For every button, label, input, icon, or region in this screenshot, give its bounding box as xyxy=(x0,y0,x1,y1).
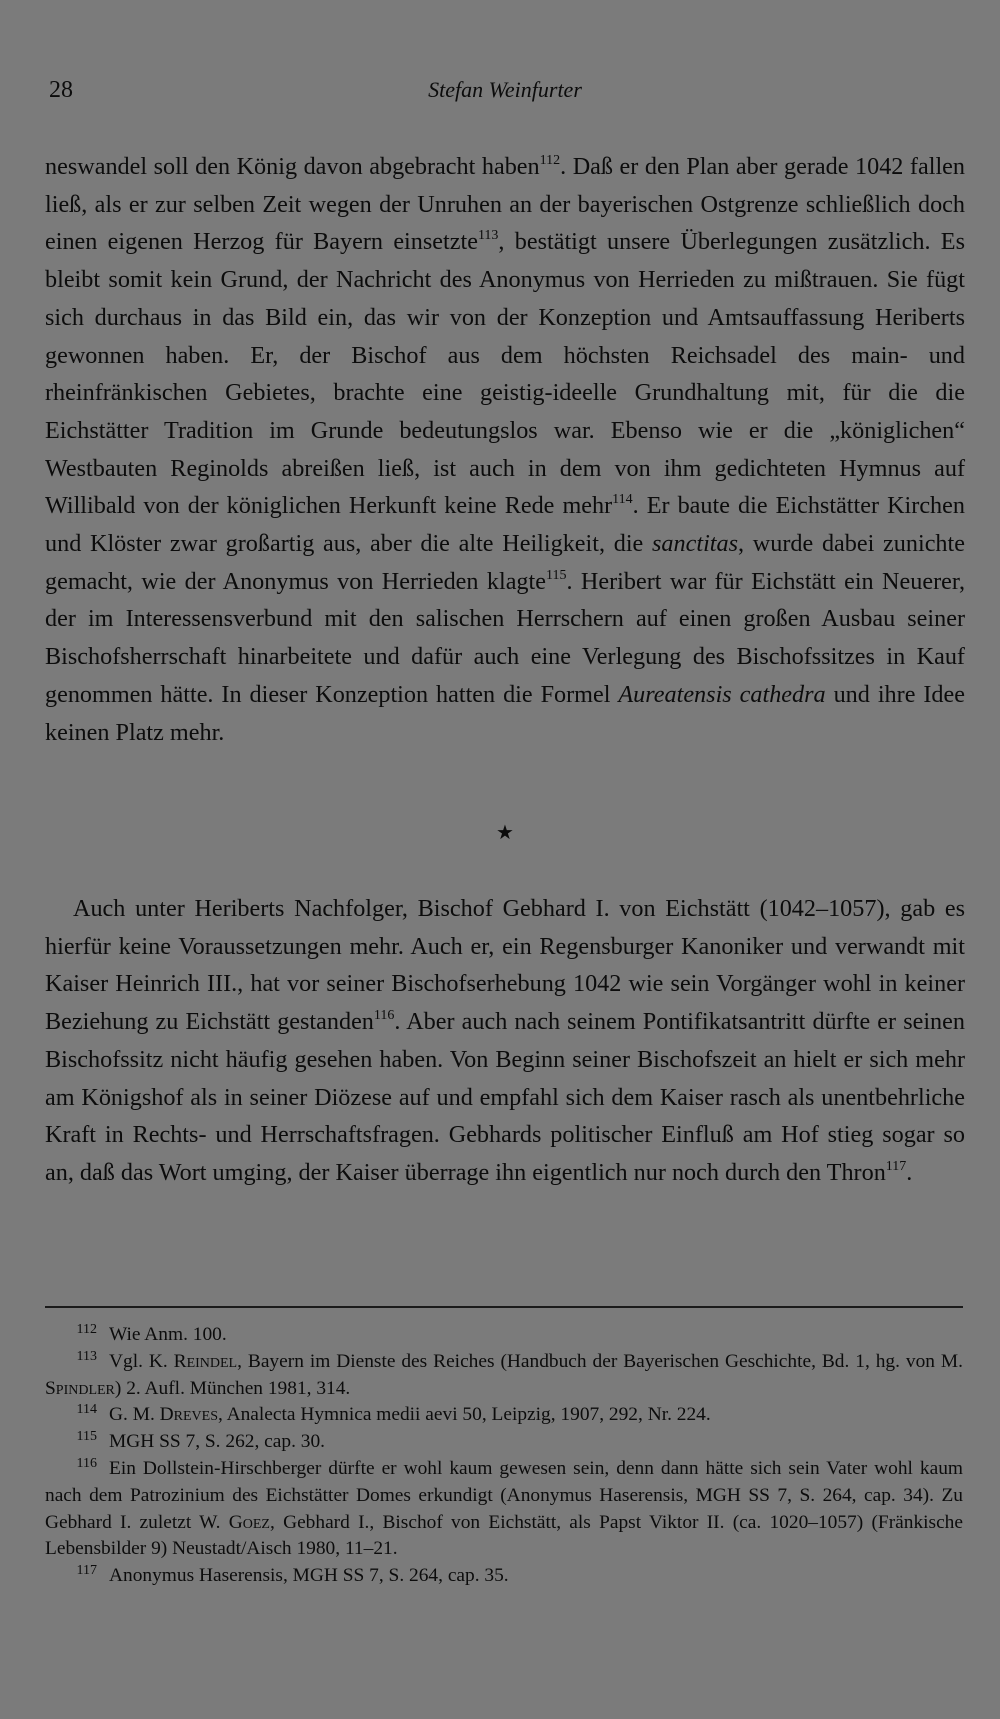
author-name: Dreves xyxy=(159,1404,218,1426)
footnote-116: 116 Ein Dollstein-Hirschberger dürfte er wohl kaum gewesen sein, denn dann hätte sich sein Vater wohl kaum nach dem Patrozinium des Eichstätter Domes erkundigt (Anonymus Haserensis, MGH SS 7, S. 264, cap. 34). Zu Gebhard I. zuletzt W. Goez, Gebhard I., Bischof von Eichstätt, als Papst Viktor II. (ca. 1020–1057) (Fränkische Lebensbilder 9) Neustadt/Aisch 1980, 11–21. xyxy=(45,1455,963,1560)
footnote-text: MGH SS 7, S. 262, cap. 30. xyxy=(109,1431,326,1453)
italic-term: Aureatensis cathedra xyxy=(618,680,826,708)
footnote-text: Wie Anm. 100. xyxy=(109,1324,227,1345)
footnote-text: Ein Dollstein-Hirschberger dürfte er wohl kaum gewesen sein, denn dann hätte sich sein Vater wohl kaum nach dem Patrozinium des Eichstätter Domes erkundigt (Anonymus Haserensis, MGH SS 7, S. 264, cap. 34). Zu Gebhard I. zuletzt W. xyxy=(45,1457,963,1533)
text-span: , wurde dabei zunichte gemacht, wie der Anonymus von Herrieden klagte xyxy=(45,530,965,595)
footnote-text: Vgl. K. xyxy=(109,1350,174,1372)
footnote-text: Anonymus Haserensis, MGH SS 7, S. 264, cap. 35. xyxy=(109,1565,509,1587)
footnote-ref-115[interactable]: 115 xyxy=(545,567,567,583)
italic-term: sanctitas xyxy=(652,530,739,558)
footnote-rule xyxy=(45,1306,963,1308)
section-break-star: ★ xyxy=(496,822,514,844)
footnote-text: , Gebhard I., Bischof von Eichstätt, als Papst Viktor II. (ca. 1020–1057) (Fränkische Lebensbilder 9) Neustadt/Aisch 1980, 11–21. xyxy=(45,1511,963,1560)
footnote-ref-114[interactable]: 114 xyxy=(612,492,633,508)
footnote-text: ) 2. Aufl. München 1981, 314. xyxy=(114,1377,351,1399)
text-span: . Heribert war für Eichstätt ein Neuerer, der im Interessensverbund mit den salischen Herrschern auf einen großen Ausbau seiner Bischofsherrschaft hinarbeitete und dafür auch eine Verlegung des Bischofssitzes in Kauf genommen hätte. In dieser Konzeption hatten die Formel xyxy=(45,567,965,708)
text-span: . xyxy=(906,1158,913,1186)
page-number: 28 xyxy=(49,77,73,103)
footnote-text: G. M. xyxy=(109,1404,160,1426)
footnote-113: 113 Vgl. K. Reindel, Bayern im Dienste des Reiches (Handbuch der Bayerischen Geschichte, Bd. 1, hg. von M. Spindler) 2. Aufl. München 1981, 314. xyxy=(45,1348,963,1399)
footnote-115: 115 MGH SS 7, S. 262, cap. 30. xyxy=(76,1429,326,1453)
footnote-ref-112[interactable]: 112 xyxy=(539,153,561,168)
text-span: , bestätigt unsere Überlegungen zusätzlich. Es bleibt somit kein Grund, der Nachricht des Anonymus von Herrieden zu mißtrauen. Sie fügt sich durchaus in das Bild ein, das wir von der Konzeption und Amtsauffassung Heriberts gewonnen haben. Er, der Bischof aus dem höchsten Reichsadel des main- und rheinfränkischen Gebietes, brachte eine geistig-ideelle Grundhaltung mit, für die die Eichstätter Tradition im Grunde bedeutungslos war. Ebenso wie er die „königlichen“ Westbauten Reginolds abreißen ließ, ist auch in dem von ihm gedichteten Hymnus auf Willibald von der königlichen Herkunft keine Rede mehr xyxy=(45,228,965,520)
running-head: Stefan Weinfurter xyxy=(428,77,582,102)
footnote-text: , Analecta Hymnica medii aevi 50, Leipzig, 1907, 292, Nr. 224. xyxy=(217,1404,711,1426)
author-name: Reindel xyxy=(173,1350,238,1372)
text-span: . Aber auch nach seinem Pontifikatsantritt dürfte er seinen Bischofssitz nicht häufig gesehen haben. Von Beginn seiner Bischofszeit an hielt er sich mehr am Königshof als in seiner Diözese auf und empfahl sich dem Kaiser rasch als unentbehrliche Kraft in Rechts- und Herrschaftsfragen. Gebhards politischer Einfluß am Hof stieg sogar so an, daß das Wort umging, der Kaiser überrage ihn eigentlich nur noch durch den Thron xyxy=(45,1008,965,1186)
author-name: Goez xyxy=(228,1511,270,1533)
document-page xyxy=(45,0,965,1719)
footnote-114: 114 G. M. Dreves, Analecta Hymnica medii aevi 50, Leipzig, 1907, 292, Nr. 224. xyxy=(76,1402,711,1426)
text-span: Auch unter Heriberts Nachfolger, Bischof Gebhard I. von Eichstätt (1042–1057), gab es hierfür keine Voraussetzungen mehr. Auch er, ein Regensburger Kanoniker und verwandt mit Kaiser Heinrich III., hat vor seiner Bischofserhebung 1042 wie sein Vorgänger wohl in keiner Beziehung zu Eichstätt gestanden xyxy=(45,895,965,1036)
text-span: . Er baute die Eichstätter Kirchen und Klöster zwar großartig aus, aber die alte Heiligkeit, die xyxy=(45,492,965,558)
footnote-ref-117[interactable]: 117 xyxy=(885,1158,907,1174)
page-header xyxy=(45,77,965,113)
paragraph-1 xyxy=(45,148,965,751)
footnote-112: 112 Wie Anm. 100. xyxy=(76,1322,227,1345)
author-name: Spindler xyxy=(45,1377,115,1399)
paragraph-2 xyxy=(45,890,965,1192)
text-span: und ihre Idee keinen Platz mehr. xyxy=(45,680,965,746)
footnote-ref-113[interactable]: 113 xyxy=(477,228,499,244)
main-text xyxy=(45,148,965,751)
main-text-2 xyxy=(45,890,965,1192)
text-span: neswandel soll den König davon abgebracht haben xyxy=(45,153,540,180)
text-span: . Daß er den Plan aber gerade 1042 fallen ließ, als er zur selben Zeit wegen der Unruhen an der bayerischen Ostgrenze schließlich doch einen eigenen Herzog für Bayern einsetzte xyxy=(45,153,965,256)
footnotes xyxy=(45,1322,963,1590)
footnote-text: , Bayern im Dienste des Reiches (Handbuch der Bayerischen Geschichte, Bd. 1, hg. von M. xyxy=(237,1350,963,1372)
footnote-ref-116[interactable]: 116 xyxy=(373,1008,395,1024)
footnote-117: 117 Anonymus Haserensis, MGH SS 7, S. 264, cap. 35. xyxy=(76,1563,509,1587)
